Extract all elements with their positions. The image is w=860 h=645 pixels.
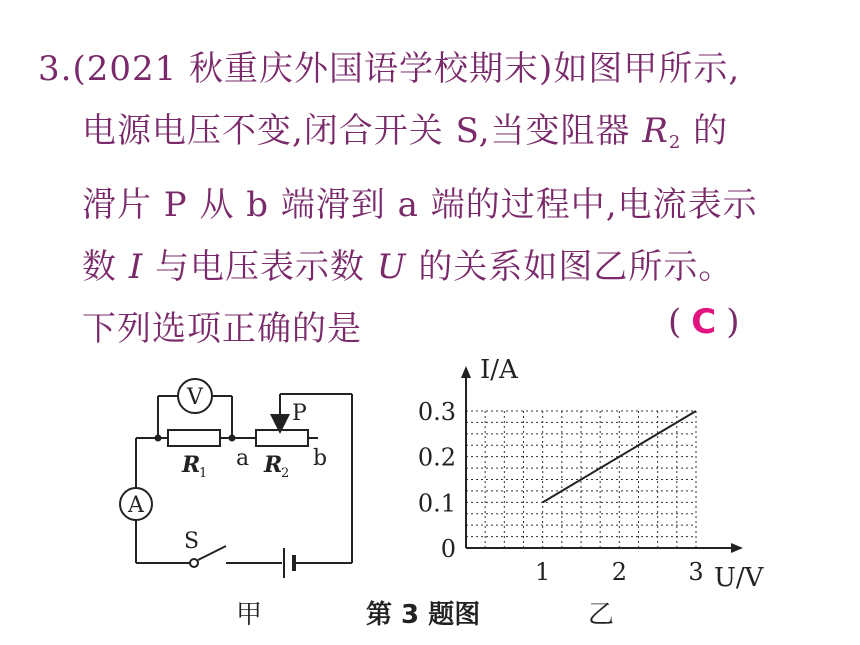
r1-sub: 1 [199, 466, 208, 481]
circuit-diagram [120, 379, 352, 578]
node-a-label: a [236, 446, 250, 471]
voltmeter-label: V [187, 385, 203, 410]
answer-bracket: ( C ) [668, 302, 740, 342]
y-tick-label: 0.2 [417, 443, 456, 472]
r2-sub: 2 [281, 466, 290, 481]
x-tick-label: 1 [535, 558, 551, 586]
question-number: 3. [38, 49, 73, 89]
y-tick-label: 0.1 [417, 489, 456, 518]
caption-left: 甲 [236, 600, 263, 630]
resistor-r1 [168, 430, 220, 446]
x-tick-label: 2 [611, 558, 627, 586]
question-line-5: 下列选项正确的是 [82, 309, 362, 349]
var-r2: $R_2$ [642, 111, 682, 153]
question-line-3: 滑片 P 从 b 端滑到 a 端的过程中,电流表示 [82, 185, 758, 225]
switch-label: S [184, 529, 200, 554]
y-tick-label: 0 [440, 535, 456, 563]
y-axis-label: I/A [480, 355, 518, 385]
r2-label: R [264, 452, 283, 478]
resistor-r2 [256, 430, 308, 446]
question-line-2: 电源电压不变,闭合开关 S,当变阻器 $R_2$ 的 [82, 111, 729, 153]
question-line-4: 数 I 与电压表示数 U 的关系如图乙所示。 [82, 247, 734, 287]
var-i: I [128, 247, 144, 287]
caption-center: 第 3 题图 [366, 600, 481, 630]
var-u: U [376, 247, 407, 287]
switch-pivot [190, 559, 198, 567]
switch-lever [198, 546, 226, 560]
x-axis-arrow [731, 543, 743, 553]
iu-graph [418, 355, 765, 593]
ammeter-label: A [128, 493, 144, 518]
r1-label: R [182, 452, 201, 478]
junction-dot [229, 435, 236, 442]
y-tick-label: 0.3 [417, 398, 456, 426]
caption-right: 乙 [588, 600, 615, 630]
x-tick-label: 3 [688, 558, 704, 586]
slider-label: P [292, 401, 307, 426]
y-axis-arrow [461, 366, 471, 378]
question-line-1: 3.(2021 秋重庆外国语学校期末)如图甲所示, [38, 49, 741, 89]
junction-dot [155, 435, 162, 442]
node-b-label: b [313, 446, 328, 471]
answer-choice: C [691, 302, 717, 342]
x-axis-label: U/V [714, 563, 764, 593]
